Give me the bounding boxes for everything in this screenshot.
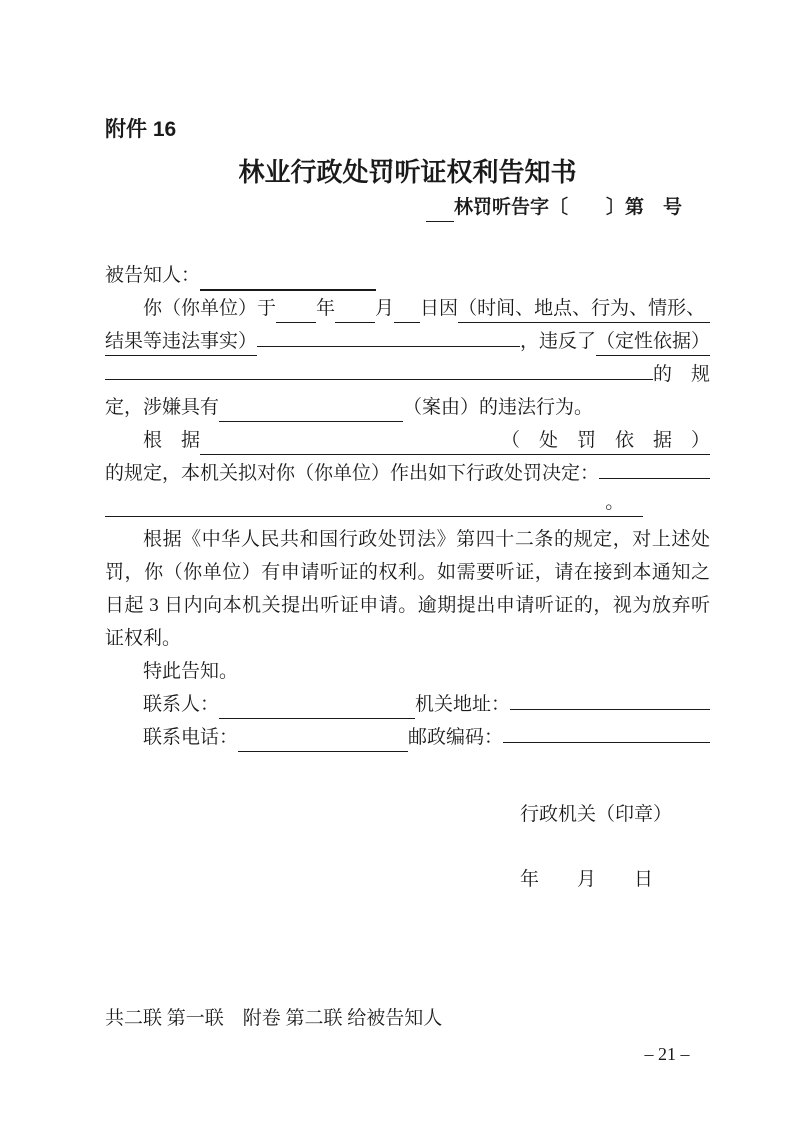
violated-label: ，违反了 xyxy=(519,331,596,352)
penalty-decision-continuation-line xyxy=(105,490,710,523)
address-blank xyxy=(510,709,710,710)
contact-line xyxy=(105,688,710,721)
violation-facts-line xyxy=(105,325,710,358)
penalty-decision-label: 的规定，本机关拟对你（你单位）作出如下行政处罚决定： xyxy=(105,463,600,484)
year-blank xyxy=(276,296,316,323)
notice-text: 特此告知。 xyxy=(143,661,239,682)
signature-block xyxy=(520,798,710,896)
notified-person-label: 被告知人： xyxy=(105,265,201,286)
document-title: 林业行政处罚听证权利告知书 xyxy=(238,157,577,187)
case-type-blank xyxy=(219,395,403,422)
document-content xyxy=(105,115,710,1035)
form-body xyxy=(105,259,710,754)
page-number: – 21 – xyxy=(644,1044,690,1064)
facts-blank xyxy=(257,346,520,347)
penalty-decision-line xyxy=(105,457,710,490)
doc-number-blank xyxy=(426,195,454,222)
address-label: 机关地址： xyxy=(415,694,511,715)
phone-label: 联系电话： xyxy=(143,727,239,748)
month-blank xyxy=(335,296,375,323)
contact-label: 联系人： xyxy=(143,694,220,715)
postcode-blank xyxy=(503,742,710,743)
violation-intro-text: 你（你单位）于 xyxy=(143,298,277,319)
postcode-label: 邮政编码： xyxy=(408,727,504,748)
contact-blank xyxy=(219,692,415,719)
day-blank xyxy=(394,296,420,323)
phone-line xyxy=(105,721,710,754)
according-to-label: 根 据 xyxy=(143,430,201,451)
penalty-decision-blank-2: 。 xyxy=(105,490,643,517)
hearing-para-line-1: 根据《中华人民共和国行政处罚法》第四十二条的规定，对上述处 xyxy=(143,529,710,550)
copies-note: 共二联 第一联 附卷 第二联 给被告知人 xyxy=(105,1008,443,1029)
penalty-basis-line xyxy=(105,424,710,457)
year-label: 年 xyxy=(316,298,336,319)
facts-hint-underlined: （时间、地点、行为、情形、 xyxy=(458,296,710,323)
attachment-label: 附件 16 xyxy=(105,118,177,141)
authority-seal-label: 行政机关（印章） xyxy=(520,804,673,825)
hearing-para-line-2: 罚，你（你单位）有申请听证的权利。如需要听证，请在接到本通知之 xyxy=(105,562,710,583)
doc-number-text: 林罚听告字〔 〕第 号 xyxy=(453,197,682,218)
violation-date-line xyxy=(105,292,710,325)
case-type-suffix: （案由）的违法行为。 xyxy=(403,397,594,418)
notice-line xyxy=(105,655,710,688)
case-type-line xyxy=(105,391,710,424)
legal-basis-hint: （定性依据） xyxy=(596,329,710,356)
date-line: 年 月 日 xyxy=(520,869,654,890)
phone-blank xyxy=(238,725,408,752)
penalty-decision-blank xyxy=(599,478,710,479)
day-cause-label: 日因 xyxy=(420,298,459,319)
facts-hint-continued: 结果等违法事实） xyxy=(105,329,257,356)
notified-person-line xyxy=(105,259,710,292)
regulation-suffix: 的 规 xyxy=(652,364,710,385)
month-label: 月 xyxy=(375,298,395,319)
hearing-para-line-3: 日起 3 日内向本机关提出听证申请。逾期提出申请听证的，视为放弃听 xyxy=(105,595,710,616)
hearing-para-line-4: 证权利。 xyxy=(105,628,182,649)
regulation-blank xyxy=(105,379,653,380)
suspected-label: 定，涉嫌具有 xyxy=(105,397,220,418)
penalty-basis-blank: （ 处 罚 依 据 ） xyxy=(200,428,710,455)
regulation-line xyxy=(105,358,710,391)
notified-person-blank xyxy=(200,263,376,291)
doc-number-line xyxy=(105,193,710,223)
